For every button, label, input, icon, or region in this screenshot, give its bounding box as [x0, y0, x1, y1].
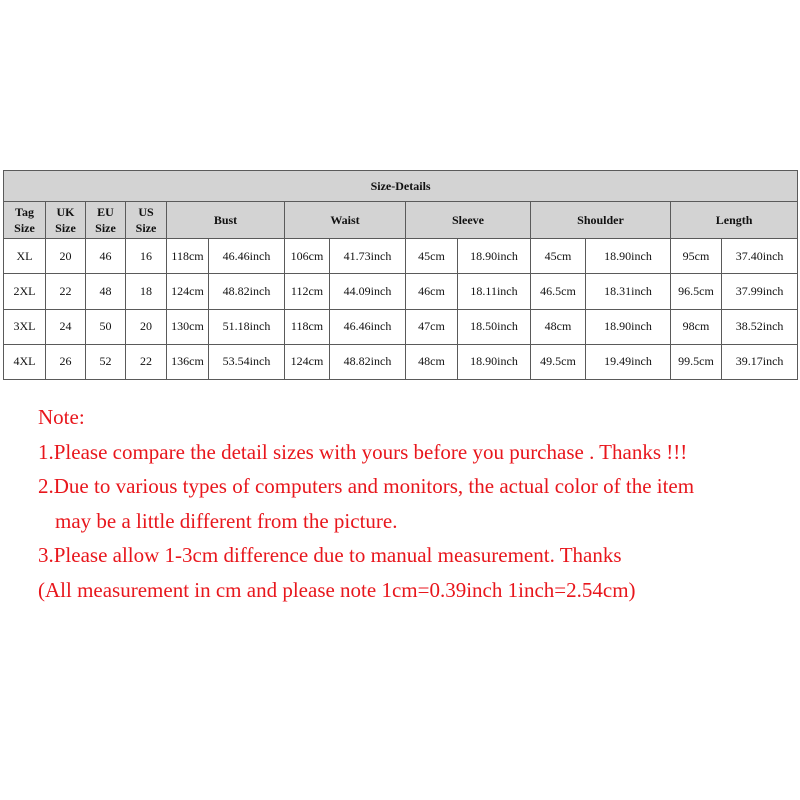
- table-cell: 20: [126, 309, 167, 344]
- table-cell: 95cm: [671, 239, 722, 274]
- table-cell: 98cm: [671, 309, 722, 344]
- table-cell: 53.54inch: [209, 344, 285, 379]
- table-cell: 118cm: [285, 309, 330, 344]
- table-row: [4, 239, 798, 274]
- table-cell: 52: [86, 344, 126, 379]
- table-cell: 118cm: [167, 239, 209, 274]
- table-cell: 46.5cm: [531, 274, 586, 309]
- table-cell: 2XL: [4, 274, 46, 309]
- header-tag-size: Tag Size: [4, 202, 46, 239]
- table-cell: 46: [86, 239, 126, 274]
- table-cell: 22: [126, 344, 167, 379]
- header-eu-size: EU Size: [86, 202, 126, 239]
- table-cell: 38.52inch: [722, 309, 798, 344]
- table-cell: 112cm: [285, 274, 330, 309]
- size-details-table: [3, 170, 798, 380]
- header-uk-size: UK Size: [46, 202, 86, 239]
- table-cell: 48.82inch: [209, 274, 285, 309]
- table-title: Size-Details: [4, 171, 798, 202]
- header-us-size: US Size: [126, 202, 167, 239]
- table-row: [4, 344, 798, 379]
- table-cell: 99.5cm: [671, 344, 722, 379]
- table-cell: 4XL: [4, 344, 46, 379]
- table-cell: 46.46inch: [209, 239, 285, 274]
- table-cell: 37.40inch: [722, 239, 798, 274]
- table-row: [4, 309, 798, 344]
- table-cell: 18.90inch: [458, 344, 531, 379]
- table-cell: 44.09inch: [330, 274, 406, 309]
- notes-section: [38, 400, 788, 607]
- table-cell: 18.90inch: [586, 239, 671, 274]
- header-bust: Bust: [167, 202, 285, 239]
- table-cell: 124cm: [167, 274, 209, 309]
- table-cell: 48.82inch: [330, 344, 406, 379]
- table-cell: 49.5cm: [531, 344, 586, 379]
- table-cell: 45cm: [531, 239, 586, 274]
- table-cell: 18.31inch: [586, 274, 671, 309]
- table-body: [4, 239, 798, 380]
- table-cell: 16: [126, 239, 167, 274]
- table-cell: 46cm: [406, 274, 458, 309]
- table-cell: 3XL: [4, 309, 46, 344]
- note-heading: Note:: [38, 405, 85, 429]
- note-line-1: 1.Please compare the detail sizes with yours before you purchase . Thanks !!!: [38, 439, 688, 464]
- table-cell: 18.50inch: [458, 309, 531, 344]
- table-cell: 48cm: [531, 309, 586, 344]
- header-shoulder: Shoulder: [531, 202, 671, 239]
- table-cell: 26: [46, 344, 86, 379]
- table-cell: 41.73inch: [330, 239, 406, 274]
- note-line-3: 3.Please allow 1-3cm difference due to manual measurement. Thanks: [38, 543, 622, 567]
- table-cell: 130cm: [167, 309, 209, 344]
- table-cell: 22: [46, 274, 86, 309]
- table-cell: 24: [46, 309, 86, 344]
- table-cell: 47cm: [406, 309, 458, 344]
- table-cell: 48cm: [406, 344, 458, 379]
- header-waist: Waist: [285, 202, 406, 239]
- table-cell: 96.5cm: [671, 274, 722, 309]
- table-cell: 18: [126, 274, 167, 309]
- table-row: [4, 274, 798, 309]
- column-header-row: [4, 202, 798, 239]
- table-cell: 50: [86, 309, 126, 344]
- table-cell: 136cm: [167, 344, 209, 379]
- table-cell: 18.90inch: [586, 309, 671, 344]
- table-cell: XL: [4, 239, 46, 274]
- table-cell: 51.18inch: [209, 309, 285, 344]
- table-cell: 39.17inch: [722, 344, 798, 379]
- table-cell: 20: [46, 239, 86, 274]
- note-line-2: 2.Due to various types of computers and monitors, the actual color of the item: [38, 474, 695, 498]
- table-cell: 45cm: [406, 239, 458, 274]
- table-cell: 46.46inch: [330, 309, 406, 344]
- table-cell: 37.99inch: [722, 274, 798, 309]
- table-cell: 48: [86, 274, 126, 309]
- table-cell: 19.49inch: [586, 344, 671, 379]
- table-cell: 124cm: [285, 344, 330, 379]
- table-cell: 106cm: [285, 239, 330, 274]
- note-line-2-continued: may be a little different from the picture.: [55, 508, 398, 533]
- table-cell: 18.11inch: [458, 274, 531, 309]
- header-sleeve: Sleeve: [406, 202, 531, 239]
- note-line-4: (All measurement in cm and please note 1cm=0.39inch 1inch=2.54cm): [38, 577, 636, 602]
- table-cell: 18.90inch: [458, 239, 531, 274]
- header-length: Length: [671, 202, 798, 239]
